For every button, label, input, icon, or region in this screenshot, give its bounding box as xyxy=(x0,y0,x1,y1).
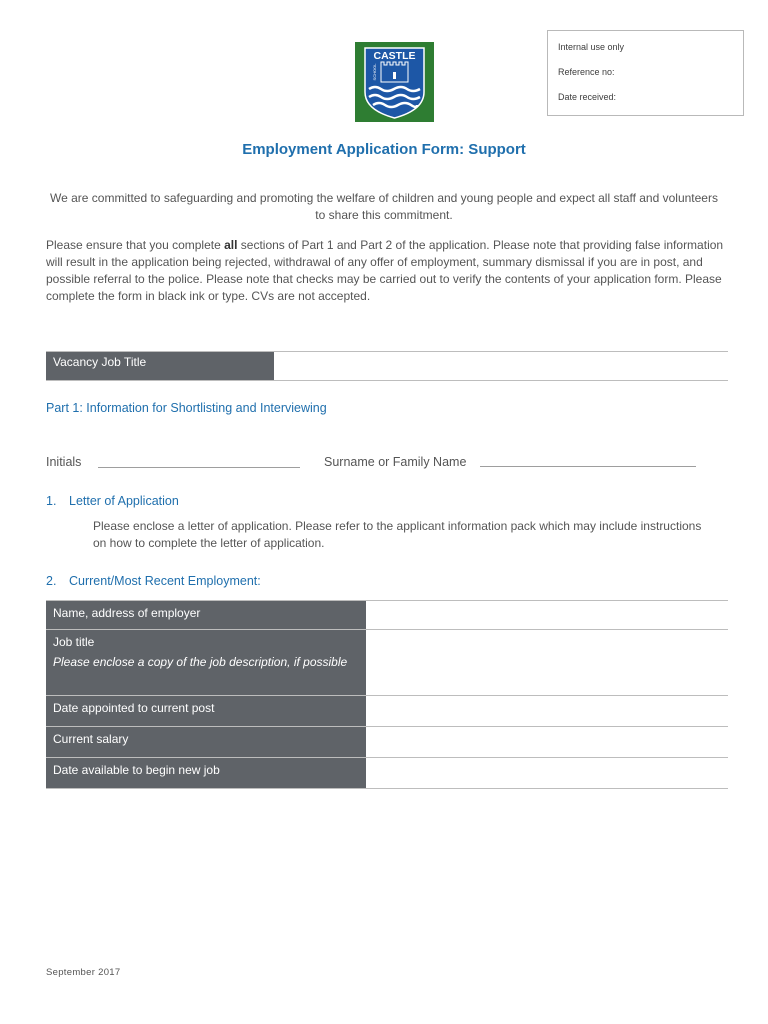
date-appointed-field[interactable] xyxy=(366,696,728,726)
date-available-field[interactable] xyxy=(366,758,728,788)
internal-use-box xyxy=(547,30,744,116)
job-title-field[interactable] xyxy=(366,630,728,695)
surname-field[interactable] xyxy=(480,466,696,467)
internal-use-label: Internal use only xyxy=(558,42,625,52)
employer-field[interactable] xyxy=(366,601,728,629)
job-title-label: Job title xyxy=(53,635,95,649)
table-row xyxy=(46,727,728,758)
instructions-text-end: sections of Part 1 and Part 2 of the application. Please note that providing false information will result in the application being rejected, withdrawal of any offer of employment, summary dismissal if you are in post, and possible referral to the police. Please note that checks may be carried out to verify the contents of your application form. Please complete the form in black ink or type. CVs are not accepted. xyxy=(46,238,724,303)
part1-heading: Part 1: Information for Shortlisting and Interviewing xyxy=(46,401,327,415)
section1-title: Letter of Application xyxy=(69,494,179,508)
table-row xyxy=(46,630,728,696)
vacancy-job-title-field[interactable] xyxy=(274,352,728,380)
surname-label: Surname or Family Name xyxy=(324,455,467,469)
instructions-emphasis: all xyxy=(224,238,238,252)
reference-no-label: Reference no: xyxy=(558,67,615,77)
instructions-paragraph xyxy=(46,237,728,305)
job-title-label-cell xyxy=(46,630,366,695)
section1-number: 1. xyxy=(46,494,57,508)
table-row xyxy=(46,601,728,630)
vacancy-job-title-label: Vacancy Job Title xyxy=(46,352,274,380)
job-description-note: Please enclose a copy of the job description, if possible xyxy=(53,655,348,669)
date-received-label: Date received: xyxy=(558,92,617,102)
employment-table xyxy=(46,600,728,789)
instructions-text-start: Please ensure that you complete xyxy=(46,238,225,252)
current-salary-field[interactable] xyxy=(366,727,728,757)
initials-label: Initials xyxy=(46,455,82,469)
letter-of-application-text: Please enclose a letter of application. Please refer to the applicant information pack which may include instructions on how to complete the letter of application. xyxy=(93,519,702,550)
page-title: Employment Application Form: Support xyxy=(242,141,526,158)
footer-date: September 2017 xyxy=(46,967,121,978)
employer-label: Name, address of employer xyxy=(46,601,366,629)
date-appointed-label: Date appointed to current post xyxy=(46,696,366,726)
school-logo xyxy=(355,42,434,122)
date-available-label: Date available to begin new job xyxy=(46,758,366,788)
logo-text-castle: CASTLE xyxy=(373,50,416,62)
table-row xyxy=(46,758,728,789)
safeguarding-statement: We are committed to safeguarding and promoting the welfare of children and young people and expect all staff and volunteers to share this commitment. xyxy=(50,191,718,222)
initials-field[interactable] xyxy=(98,467,300,468)
current-salary-label: Current salary xyxy=(46,727,366,757)
section2-number: 2. xyxy=(46,574,57,588)
section2-title: Current/Most Recent Employment: xyxy=(69,574,261,588)
logo-text-school: SCHOOL xyxy=(372,63,377,81)
table-row xyxy=(46,696,728,727)
divider xyxy=(46,380,728,381)
